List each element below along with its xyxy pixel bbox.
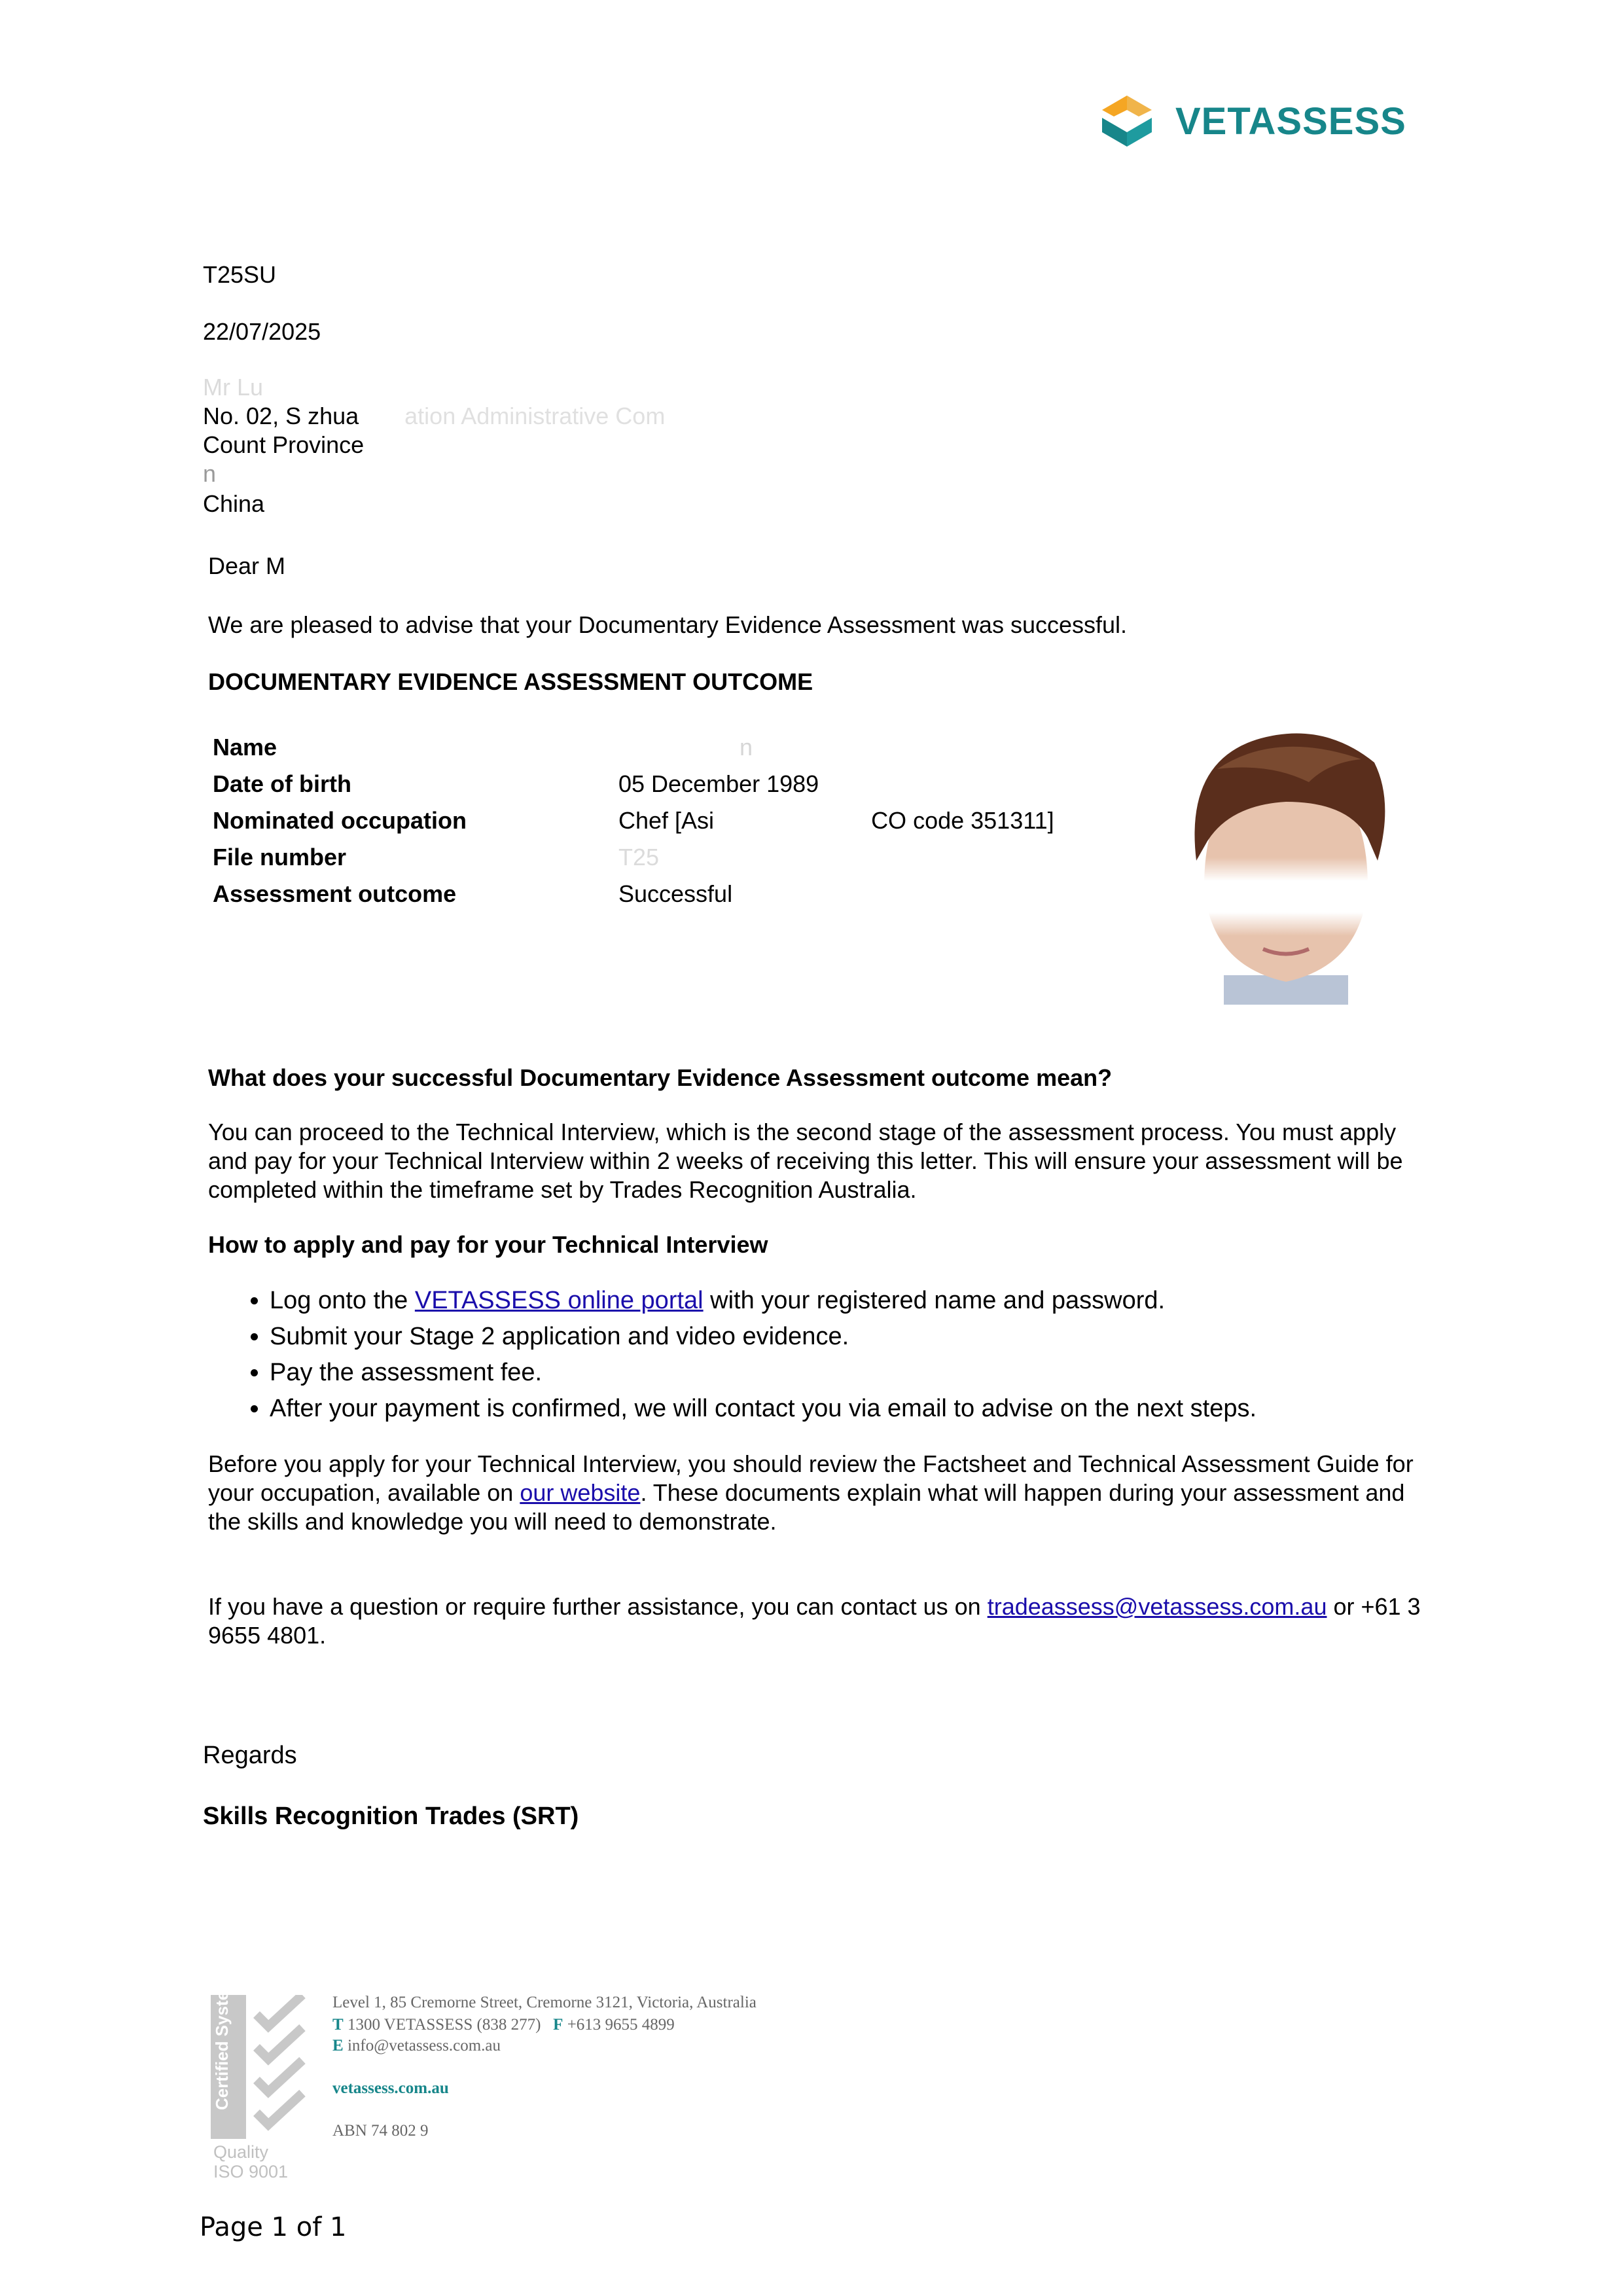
detail-value: 05 December 1989 [618,770,819,797]
detail-label: Nominated occupation [213,807,467,834]
list-item: • Submit your Stage 2 application and video evidence. [270,1319,1513,1355]
address-line-2: Count Province [203,431,365,458]
detail-label: File number [213,844,347,870]
regards: Regards [203,1742,297,1769]
reference-number: T25SU [203,261,277,288]
salutation: Dear M [208,552,286,579]
quality-label: Quality [213,2142,269,2162]
certified-system-text: Certified System [212,1975,232,2110]
address-line-1: No. 02, S zhua ation Administrative Com [203,403,666,429]
address-country: China [203,490,265,517]
detail-value: Successful [618,880,733,907]
outcome-heading: DOCUMENTARY EVIDENCE ASSESSMENT OUTCOME [208,668,813,695]
detail-value: Chef [Asi CO code 351311] [618,807,1054,834]
page-number: Page 1 of 1 [200,2212,347,2242]
apply-steps-list [209,1283,1513,1427]
detail-label: Assessment outcome [213,880,457,907]
address-line-3: n [203,460,217,487]
letter-date: 22/07/2025 [203,318,321,345]
our-website-link[interactable]: our website [520,1479,641,1506]
contact-email-link[interactable]: tradeassess@vetassess.com.au [987,1593,1327,1620]
footer-abn: ABN 74 802 9 [332,2122,429,2140]
signatory: Skills Recognition Trades (SRT) [203,1803,579,1830]
detail-value: T25 [618,844,660,870]
apply-heading: How to apply and pay for your Technical Interview [208,1231,768,1258]
list-item: • Log onto the VETASSESS online portal with your registered name and password. [270,1283,1513,1319]
brand-name: VETASSESS [1175,100,1406,143]
meaning-paragraph: You can proceed to the Technical Interview, which is the second stage of the assessment process. You must apply and pay for your Technical Interview within 2 weeks of receiving this letter. This will ensure your assessment will be completed within the timeframe set by Trades Recognition Australia. [208,1119,1403,1203]
contact-paragraph: If you have a question or require further assistance, you can contact us on tradeassess@vetassess.com.au or +61 3 9655 4801. [208,1593,1421,1649]
detail-label: Name [213,734,277,761]
address-name: Mr Lu [203,374,264,401]
detail-value: n [740,734,753,761]
review-paragraph: Before you apply for your Technical Interview, you should review the Factsheet and Technical Assessment Guide for your occupation, available on our website. These documents explain what will happen during your assessment and the skills and knowledge you will need to demonstrate. [208,1450,1414,1535]
intro-paragraph: We are pleased to advise that your Documentary Evidence Assessment was successful. [208,611,1128,638]
list-item: • After your payment is confirmed, we will contact you via email to advise on the next steps. [270,1391,1513,1427]
footer-email: E info@vetassess.com.au [332,2037,501,2054]
iso-label: ISO 9001 [213,2162,289,2181]
detail-label: Date of birth [213,770,351,797]
applicant-photo [1178,723,1394,1005]
footer-website: vetassess.com.au [332,2079,449,2097]
list-item: • Pay the assessment fee. [270,1355,1513,1391]
footer-address: Level 1, 85 Cremorne Street, Cremorne 3121, Victoria, Australia [332,1994,757,2011]
certified-system-badge [211,1975,309,2185]
online-portal-link[interactable]: VETASSESS online portal [414,1287,704,1314]
vetassess-logo [1096,90,1436,149]
footer-phone-fax: T 1300 VETASSESS (838 277) F +613 9655 4899 [332,2016,675,2034]
meaning-heading: What does your successful Documentary Evidence Assessment outcome mean? [208,1064,1113,1091]
vetassess-mark-icon [1096,90,1158,147]
